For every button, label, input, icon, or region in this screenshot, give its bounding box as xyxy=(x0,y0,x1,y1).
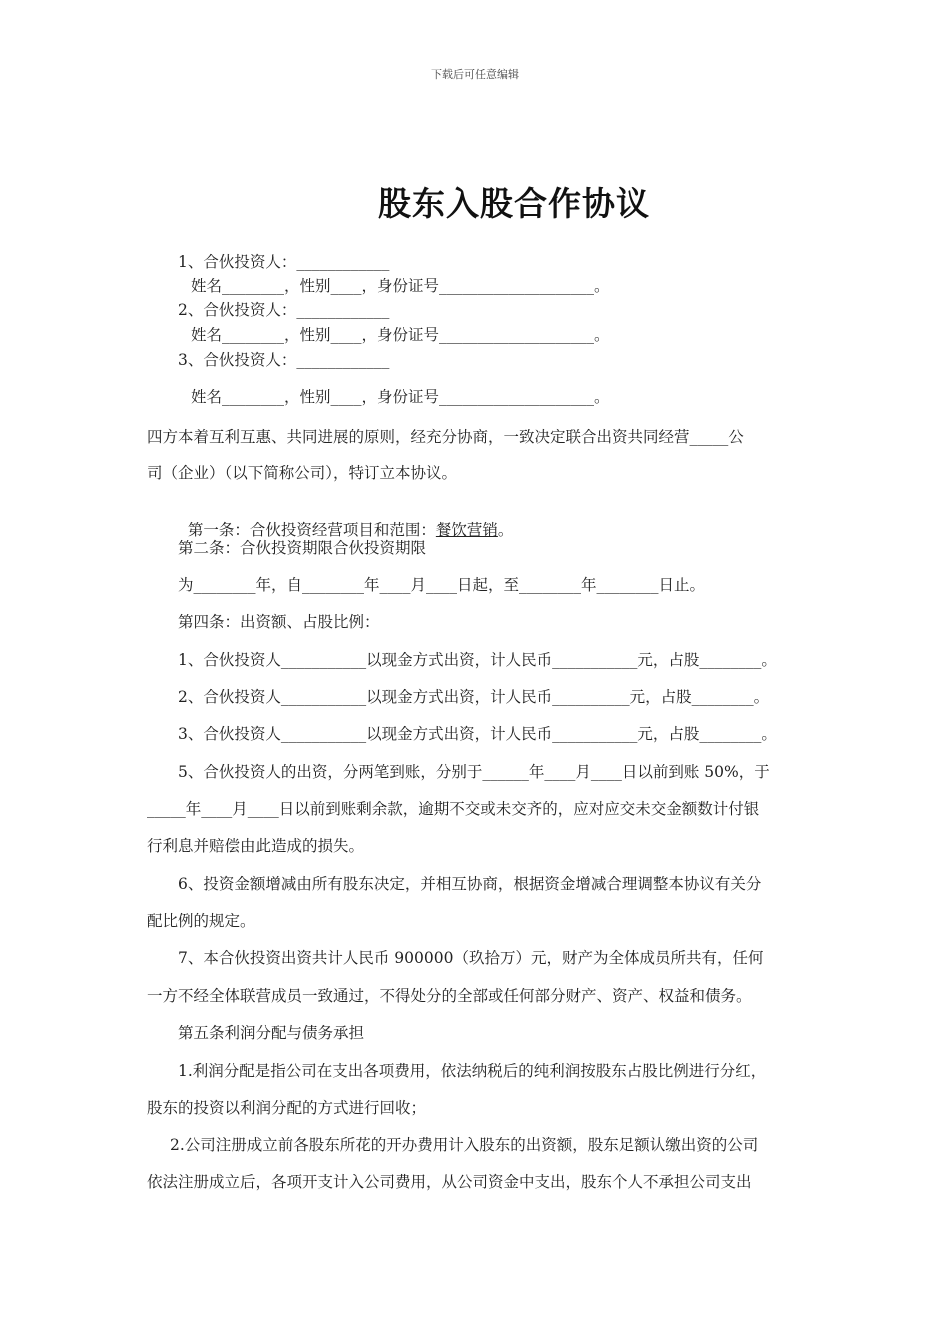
investor-1-line: 1、合伙投资人：____________ xyxy=(178,253,390,271)
article-1-end: 。 xyxy=(497,521,514,539)
page-header-note: 下载后可任意编辑 xyxy=(431,68,519,81)
article-1-label: 第一条：合伙投资经营项目和范围： xyxy=(187,521,436,539)
document-title: 股东入股合作协议 xyxy=(378,184,650,223)
profit-clause-2-line-1: 2.公司注册成立前各股东所花的开办费用计入股东的出资额，股东足额认缴出资的公司 xyxy=(170,1136,759,1154)
profit-clause-1-line-2: 股东的投资以利润分配的方式进行回收； xyxy=(147,1099,427,1117)
article-5-heading: 第五条利润分配与债务承担 xyxy=(178,1024,365,1042)
profit-clause-1-line-1: 1.利润分配是指公司在支出各项费用，依法纳税后的纯利润按股东占股比例进行分红， xyxy=(178,1062,767,1080)
contribution-3: 3、合伙投资人___________以现金方式出资，计人民币___________元，占股________。 xyxy=(178,725,777,743)
article-1 xyxy=(178,500,513,540)
contribution-2: 2、合伙投资人___________以现金方式出资，计人民币__________元，占股________。 xyxy=(178,688,770,706)
article-2-line-2: 为________年，自________年____月____日起，至________年________日止。 xyxy=(178,576,706,594)
investor-1-details: 姓名________，性别____，身份证号____________________。 xyxy=(191,277,610,295)
investor-2-line: 2、合伙投资人：____________ xyxy=(178,301,390,319)
investor-2-details: 姓名________，性别____，身份证号____________________。 xyxy=(191,326,610,344)
article-2-line-1: 第二条：合伙投资期限合伙投资期限 xyxy=(178,539,427,557)
preamble-line-1: 四方本着互利互惠、共同进展的原则，经充分协商，一致决定联合出资共同经营_____公 xyxy=(147,428,744,446)
investor-3-details: 姓名________，性别____，身份证号____________________。 xyxy=(191,388,610,406)
preamble-line-2: 司（企业）（以下简称公司），特订立本协议。 xyxy=(147,464,458,482)
clause-6-line-2: 配比例的规定。 xyxy=(147,912,256,930)
investor-3-line: 3、合伙投资人：____________ xyxy=(178,351,390,369)
clause-5-line-3: 行利息并赔偿由此造成的损失。 xyxy=(147,837,365,855)
article-1-scope: 餐饮营销 xyxy=(435,521,498,539)
clause-5-line-1: 5、合伙投资人的出资，分两笔到账，分别于______年____月____日以前到账 50%，于 xyxy=(178,763,770,781)
contribution-1: 1、合伙投资人___________以现金方式出资，计人民币___________元，占股________。 xyxy=(178,651,777,669)
profit-clause-2-line-2: 依法注册成立后，各项开支计入公司费用，从公司资金中支出，股东个人不承担公司支出 xyxy=(147,1173,752,1191)
article-4-heading: 第四条：出资额、占股比例： xyxy=(178,613,380,631)
clause-7-line-2: 一方不经全体联营成员一致通过，不得处分的全部或任何部分财产、资产、权益和债务。 xyxy=(147,987,752,1005)
clause-7-line-1: 7、本合伙投资出资共计人民币 900000（玖拾万）元，财产为全体成员所共有，任何 xyxy=(178,949,764,967)
clause-5-line-2: _____年____月____日以前到账剩余款，逾期不交或未交齐的，应对应交未交金额数计付银 xyxy=(147,800,760,818)
clause-6-line-1: 6、投资金额增减由所有股东决定，并相互协商，根据资金增减合理调整本协议有关分 xyxy=(178,875,762,893)
